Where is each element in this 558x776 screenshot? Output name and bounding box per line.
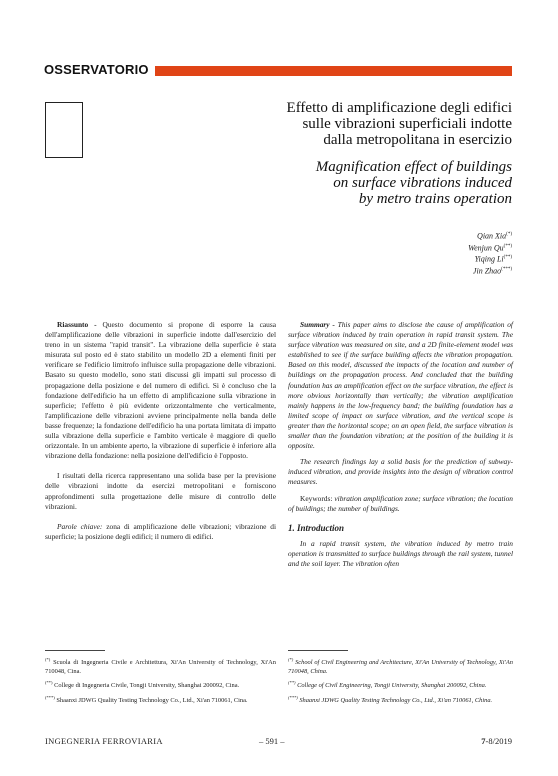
footnote-it-2: (**) College di Ingegneria Civile, Tongji University, Shanghai 200092, Cina. [45, 680, 240, 690]
author-1: Qian Xia(*) [477, 231, 512, 241]
footnote-en-2: (**) College of Civil Engineering, Tongji University, Shanghai 200092, China. [288, 680, 487, 690]
footnotes-english [288, 656, 513, 709]
title-en-line-3: by metro trains operation [358, 191, 512, 207]
parole-chiave-paragraph [45, 522, 276, 542]
riassunto-label: Riassunto - [57, 320, 97, 329]
riassunto-text: Questo documento si propone di esporre la causa dell'amplificazione delle vibrazioni in superficie indotte dall'esercizio del treno in un sistema "rapid transit". La vibrazione della superficie è stata misurata sul posto ed è stato stabilito un modello 2D a elementi finiti per verificare se l'edificio limitrofo influisce sulla propagazione delle vibrazioni. Basato su questo modello, sono stati discussi gli impatti sul processo di propagazione della posizione e del numero di edifici. Si è concluso che la fondazione dell'edificio ha un effetto di amplificazione sulla vibrazione in superficie; l'effetto è più evidente orizzontalmente che verticalmente, l'amplificazione delle vibrazioni avviene principalmente nella banda delle basse frequenze; la fondazione dell'edificio ha una portata limitata di impatto sulla vibrazione della superficie e l'ambito verticale è maggiore di quello orizzontale. In un ambiente aperto, la vibrazione di superficie è inferiore alla vibrazione della fondazione: nella posizione dell'edificio è l'opposto. [45, 320, 277, 461]
footnote-it-1: (*) Scuola di Ingegneria Civile e Architettura, Xi'An University of Technology, Xi'An 710048, Cina. [45, 657, 276, 675]
title-en-line-2: on surface vibrations induced [333, 175, 512, 191]
title-english [182, 159, 512, 207]
title-it-line-1: Effetto di amplificazione degli edifici [286, 100, 512, 116]
summary-label: Summary - [300, 320, 335, 329]
footnote-rule-right [288, 650, 348, 651]
english-column [288, 320, 513, 569]
parole-chiave-text: zona di amplificazione delle vibrazioni; vibrazione di superficie; la posizione degli edifici; il numero di edifici. [45, 521, 276, 541]
author-2: Wenjun Qu(**) [468, 243, 512, 253]
riassunto-paragraph [45, 320, 276, 461]
summary-text: This paper aims to disclose the cause of amplification of surface vibration induced by train operation in rapid transit system. The surface vibration was measured on site, and a 2D finite-element model was established to see if the surface building affects the vibration propagation. Based on this model, discussed the impacts of the location and number of buildings on the propagation process. And concluded that the building foundation has an amplification effect on the surface vibration, the effect is more obvious horizontally than vertically; the vibration amplification mainly happens in the low-frequency band; the building foundation has a limited scope of impact on surface vibration, and the vertical scope is greater than the horizontal scope; on an open field, the surface vibration is smaller than the foundation vibration; at the position of the building it is opposite. [288, 320, 513, 451]
footnote-rule-left [45, 650, 105, 651]
title-en-line-1: Magnification effect of buildings [315, 159, 512, 175]
title-it-line-3: dalla metropolitana in esercizio [323, 132, 512, 148]
introduction-paragraph: In a rapid transit system, the vibration induced by metro train operation is transmitted to surface buildings through the rail system, tunnel and the soil layer. The vibration often [288, 538, 513, 568]
footnote-it-3: (***) Shaanxi JDWG Quality Testing Technology Co., Ltd., Xi'an 710061, Cina. [45, 695, 248, 705]
research-findings-paragraph: The research findings lay a solid basis for the prediction of subway-induced vibration, and provide insights into the design of vibration control measures. [288, 457, 513, 487]
risultati-paragraph: I risultati della ricerca rappresentano una solida base per la previsione delle vibrazioni indotte da esercizi metropolitani e forniscono approfondimenti sulla progettazione delle misure di controllo delle vibrazioni. [45, 471, 276, 511]
keywords-text: vibration amplification zone; surface vibration; the location of buildings; the number of buildings. [288, 493, 513, 513]
footer-page-number: – 591 – [259, 736, 285, 746]
footnotes-italian [45, 656, 276, 709]
italian-column [45, 320, 276, 542]
section-label: OSSERVATORIO [44, 62, 149, 77]
title-it-line-2: sulle vibrazioni superficiali indotte [302, 116, 512, 132]
footnote-en-3: (***) Shaanxi JDWG Quality Testing Technology Co., Ltd., Xi'an 710061, China. [288, 695, 493, 705]
keywords-label: Keywords: [300, 493, 333, 503]
parole-chiave-label: Parole chiave: [57, 521, 103, 531]
summary-paragraph [288, 320, 513, 451]
logo-placeholder-box [45, 102, 83, 158]
title-italian [182, 100, 512, 148]
footnote-en-1: (*) School of Civil Engineering and Architecture, Xi'An University of Technology, Xi'An 710048, China. [288, 657, 513, 675]
introduction-heading: 1. Introduction [288, 522, 345, 533]
footer-issue: 7-8/2019 [481, 736, 512, 746]
footer-journal-name: INGEGNERIA FERROVIARIA [45, 736, 163, 746]
author-3: Yiqing Li(**) [474, 254, 512, 264]
author-list [468, 230, 512, 277]
author-4: Jin Zhao(***) [472, 266, 512, 276]
keywords-paragraph [288, 494, 513, 514]
section-accent-bar [155, 66, 512, 76]
